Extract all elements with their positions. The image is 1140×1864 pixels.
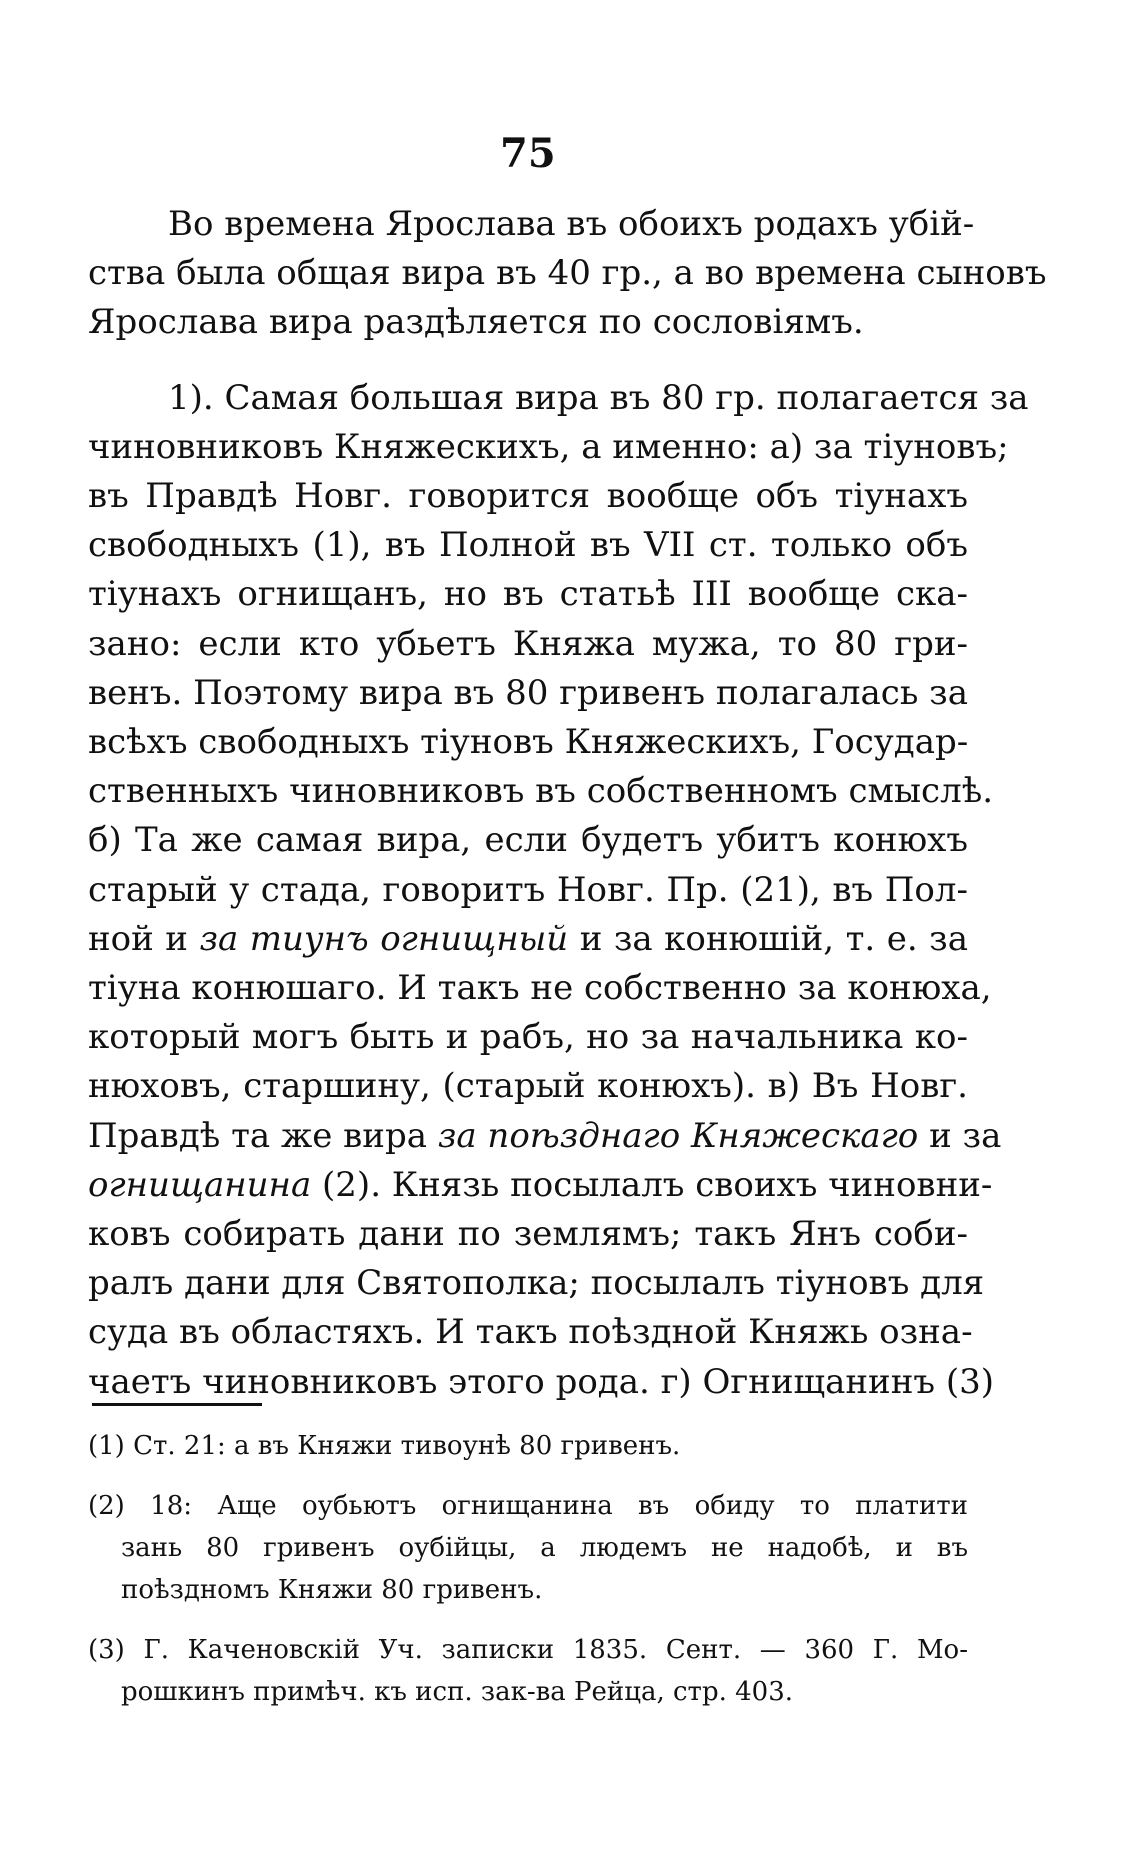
- text-run: и за: [918, 1115, 1002, 1156]
- footnote-divider: [92, 1403, 262, 1406]
- text-line: венъ. Поэтому вира въ 80 гривенъ полагалась за: [88, 672, 968, 713]
- text-line: всѣхъ свободныхъ тіуновъ Княжескихъ, Государ-: [88, 722, 969, 763]
- text-run: (2). Князь посылалъ своихъ чиновни-: [311, 1164, 993, 1205]
- paragraph-gap: [88, 348, 968, 374]
- text-line: зано: если кто убьетъ Княжа мужа, то 80 гри-: [88, 623, 968, 664]
- text-line: чиновниковъ Княжескихъ, а именно: а) за тіуновъ;: [88, 426, 1009, 467]
- text-line: 1). Самая большая вира въ 80 гр. полагается за: [168, 377, 1029, 418]
- text-line: ралъ дани для Святополка; посылалъ тіуновъ для: [88, 1263, 985, 1304]
- footnote-line: (3) Г. Каченовскій Уч. записки 1835. Сент. — 360 Г. Мо-: [88, 1635, 968, 1665]
- italic-run: огнищанина: [88, 1164, 312, 1205]
- footnote-line: (2) 18: Аще оубьютъ огнищанина въ обиду то платити: [88, 1491, 968, 1521]
- footnote-line: поѣздномъ Княжи 80 гривенъ.: [121, 1575, 543, 1605]
- text-line: суда въ областяхъ. И такъ поѣздной Княжь озна-: [88, 1312, 973, 1353]
- text-line-mixed: [88, 1112, 1002, 1161]
- text-run: Правдѣ та же вира: [88, 1115, 438, 1156]
- text-line: ковъ собирать дани по землямъ; такъ Янъ соби-: [88, 1214, 968, 1255]
- footnote-line: (1) Ст. 21: а въ Княжи тивоунѣ 80 гривенъ.: [88, 1431, 681, 1461]
- text-line: б) Та же самая вира, если будетъ убитъ конюхъ: [88, 820, 968, 861]
- text-line-mixed: [88, 1161, 993, 1210]
- text-line: который могъ быть и рабъ, но за начальника ко-: [88, 1017, 968, 1058]
- text-line: тіуна конюшаго. И такъ не собственно за конюха,: [88, 968, 992, 1009]
- footnote-1: [88, 1425, 968, 1467]
- footnotes: [88, 1425, 968, 1731]
- text-line: старый у стада, говоритъ Новг. Пр. (21), въ Пол-: [88, 869, 968, 910]
- text-line: тіунахъ огнищанъ, но въ статьѣ III вообще ска-: [88, 574, 968, 615]
- text-line: чаетъ чиновниковъ этого рода. г) Огнищанинъ (3): [88, 1361, 994, 1402]
- text-line: нюховъ, старшину, (старый конюхъ). в) Въ Новг.: [88, 1066, 968, 1107]
- italic-run: за поѣзднаго Княжескаго: [437, 1115, 919, 1156]
- text-line-mixed: [88, 915, 968, 964]
- text-line: Ярослава вира раздѣляется по сословіямъ.: [88, 302, 864, 343]
- text-run: и за конюшій, т. е. за: [568, 918, 968, 959]
- text-line: ства была общая вира въ 40 гр., а во времена сыновъ: [88, 253, 1047, 294]
- text-line: Во времена Ярослава въ обоихъ родахъ убій-: [168, 204, 975, 244]
- footnote-2: [88, 1485, 968, 1611]
- footnote-line: рошкинъ примѣч. къ исп. зак-ва Рейца, стр. 403.: [121, 1677, 794, 1707]
- footnote-3: [88, 1629, 968, 1713]
- italic-run: за тиунъ огнищный: [199, 918, 569, 959]
- text-line: свободныхъ (1), въ Полной въ VII ст. только объ: [88, 525, 968, 566]
- footnote-line: зань 80 гривенъ оубійцы, а людемъ не надобѣ, и въ: [121, 1533, 968, 1563]
- text-line: въ Правдѣ Новг. говорится вообще объ тіунахъ: [88, 476, 968, 517]
- page-number: 75: [500, 130, 556, 177]
- main-text: [88, 200, 1047, 1407]
- text-line: ственныхъ чиновниковъ въ собственномъ смыслѣ.: [88, 771, 994, 812]
- text-run: ной и: [88, 918, 200, 959]
